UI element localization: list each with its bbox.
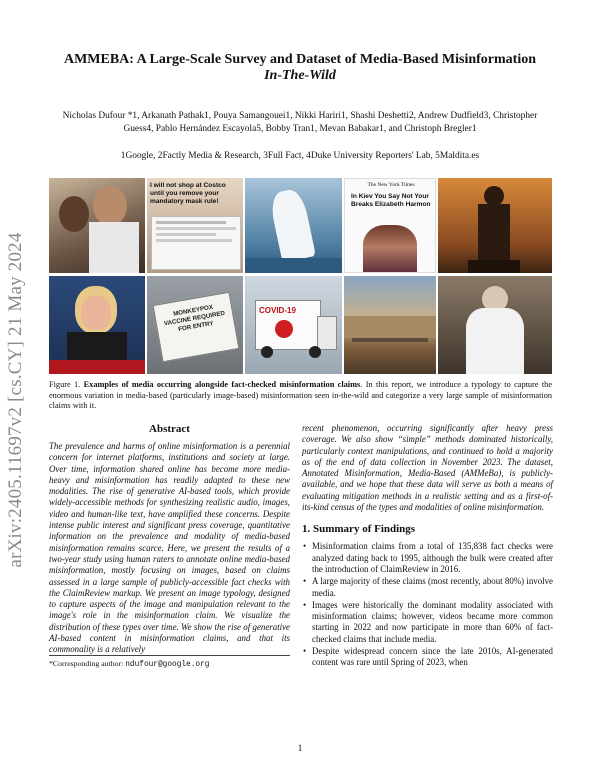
news-headline	[344, 178, 436, 273]
section-1-heading: 1. Summary of Findings	[302, 523, 416, 536]
photo-father-child	[49, 178, 145, 273]
photo-whale-iceberg	[245, 178, 342, 273]
photo-news-anchor	[49, 276, 145, 374]
tweet-costco	[147, 178, 243, 273]
caption-bold: Examples of media occurring alongside fact-checked misinformation claims	[83, 380, 361, 389]
arxiv-stamp-text: arXiv:2405.11697v2 [cs.CY] 21 May 2024	[5, 232, 26, 568]
affiliations: 1Google, 2Factly Media & Research, 3Full Fact, 4Duke University Reporters' Lab, 5Maldita.es	[120, 151, 480, 161]
sign-monkeypox	[147, 276, 243, 374]
figure-caption	[49, 380, 552, 412]
covid-truck-text: COVID-19	[259, 306, 296, 315]
caption-text: . In this report, we introduce a typology to capture the enormous variation in media-based (particularly image-based) misinformation seen in-the-wild and categorize a very large sample of misinformation claims with it.	[49, 380, 553, 410]
arxiv-stamp	[4, 200, 28, 600]
finding-item: • Despite widespread concern since the late 2010s, AI-generated content was rare until Spring of 2023, when	[312, 646, 553, 669]
corresponding-author-footnote	[49, 655, 290, 670]
figure-1	[49, 178, 552, 374]
finding-item: • A large majority of these claims (most recently, about 80%) involve media.	[312, 576, 553, 599]
news-headline-text: In Kiev You Say Not Your Breaks Elizabeth Harmon	[351, 193, 431, 208]
author-list: Nicholas Dufour *1, Arkanath Pathak1, Pouya Samangouei1, Nikki Hariri1, Shashi Deshetti2, Andrew Dudfield3, Christopher Guess4, Pablo Hernández Escayola5, Bobby Tran1, Mevan Babakar1, and Christoph Bregler1	[62, 111, 538, 134]
finding-item: • Images were historically the dominant modality associated with misinformation claims; however, videos became more common starting in 2022 and now participate in more than 60% of fact-checked claims that include media.	[312, 600, 553, 645]
title-line-1: AMMEBA: A Large-Scale Survey and Dataset of Media-Based Misinformation	[63, 52, 537, 67]
photo-white-puffer-coat	[438, 276, 552, 374]
photo-landscape	[344, 276, 436, 374]
right-column	[302, 423, 553, 670]
title-line-2: In-The-Wild	[264, 68, 336, 83]
monkeypox-sign-text: MONKEYPOX VACCINE REQUIRED FOR ENTRY	[163, 303, 226, 334]
corresponding-email: ndufour@google.org	[125, 661, 210, 669]
abstract-heading: Abstract	[149, 423, 190, 435]
photo-statue	[438, 178, 552, 273]
news-masthead: The New York Times	[367, 182, 415, 188]
photo-covid-truck	[245, 276, 342, 374]
finding-item: • Misinformation claims from a total of 135,838 fact checks were analyzed dating back to 1995, although the bulk were created after the introduction of ClaimReview in 2016.	[312, 541, 553, 575]
paper-title	[40, 52, 560, 84]
abstract-text-left: The prevalence and harms of online misinformation is a perennial concern for internet platforms, institutions and society at large. Over time, information shared online has become more media-heavy and misinformation has readily adapted to these new modalities. The rise of generative AI-based tools, which provide widely-accessible methods for synthesizing realistic audio, images, video and human-like text, have amplified these concerns. Despite intense public interest and significant press coverage, quantitative information on the prevalence and modality of media-based misinformation remains scarce. Here, we present the results of a two-year study using human raters to annotate online media-based misinformation, mostly focusing on images, based on claims assessed in a large sample of publicly-accessible fact checks with the ClaimReview markup. We present an image typology, designed to capture aspects of the image and manipulation relevant to the image's role in the misinformation claim. We visualize the distribution of these types over time. We show the rise of generative AI-based content in misinformation claims, and that its commonality is a relatively	[49, 441, 290, 655]
abstract-text-right: recent phenomenon, occurring significantly after heavy press coverage. We also show “simple” methods dominated historically, particularly context manipulations, and continued to hold a majority as of the end of data collection in November 2023. The dataset, Annotated Misinformation, Media-Based (AMMeBa), is publicly-available, and we hope that these data will serve as both a means of evaluating mitigation methods in a realistic setting and as a first-of-its-kind census of the types and modalities of online misinformation.	[302, 423, 553, 513]
page-number: 1	[297, 744, 303, 754]
footnote-label: *Corresponding author:	[49, 659, 126, 668]
costco-tweet-text: I will not shop at Costco until you remove your mandatory mask rule!	[150, 182, 226, 205]
findings-list	[302, 541, 553, 668]
left-column	[49, 423, 290, 656]
caption-label: Figure 1.	[49, 380, 81, 389]
